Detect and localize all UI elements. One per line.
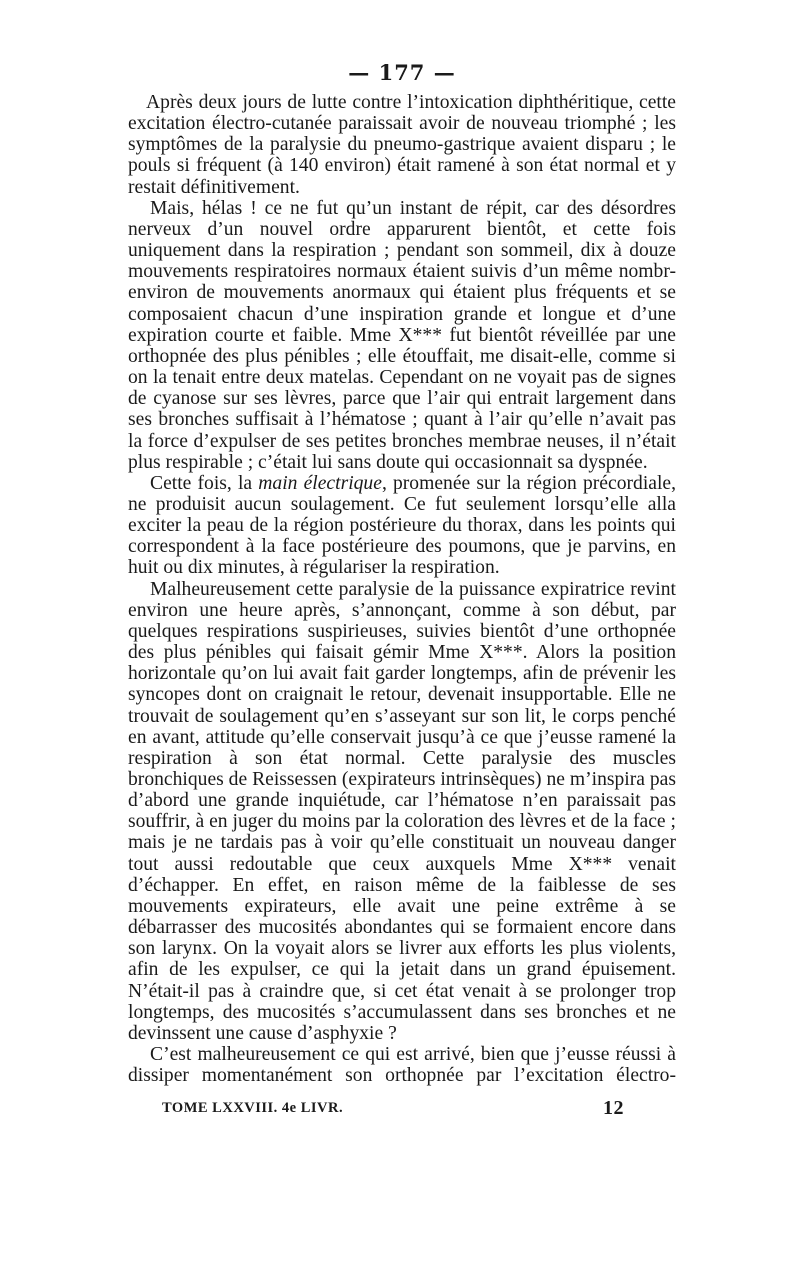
page-footer bbox=[162, 1098, 624, 1120]
paragraph-2: Mais, hélas ! ce ne fut qu’un instant de répit, car des désordres nerveux d’un nouvel ordre apparurent bientôt, et cette fois uniquement dans la respiration ; pendant son sommeil, dix à douze mouvements respiratoires normaux étaient suivis d’un même nombr-environ de mouvements anormaux qui étaient plus fréquents et se composaient chacun d’une inspiration grande et longue et d’une expiration courte et faible. Mme X*** fut bientôt réveillée par une orthopnée des plus pénibles ; elle étouffait, me disait-elle, comme si on la tenait entre deux matelas. Cependant on ne voyait pas de signes de cyanose sur ses lèvres, parce que l’air qui entrait largement dans ses bronches suffisait à l’hématose ; quant à l’air qu’elle n’avait pas la force d’expulser de ses petites bronches membrae neuses, il n’était plus respirable ; c’était lui sans doute qui occasionnait sa dyspnée. bbox=[128, 197, 676, 473]
footer-signature-mark: 12 bbox=[603, 1097, 624, 1119]
paragraph-3-emphasis: main électrique bbox=[258, 472, 382, 494]
book-page bbox=[128, 58, 676, 1086]
body-text bbox=[128, 92, 676, 1086]
paragraph-3-rest: , promenée sur la région précordiale, ne produisit aucun soulagement. Ce fut seulement lorsqu’elle alla exciter la peau de la région postérieure du thorax, dans les points qui correspondent à la face postérieure des poumons, que je parvins, en huit ou dix minutes, à régulariser la respiration. bbox=[128, 472, 676, 579]
paragraph-3 bbox=[128, 473, 676, 579]
paragraph-5: C’est malheureusement ce qui est arrivé, bien que j’eusse réussi à dissiper momentanément son orthopnée par l’excitation électro- bbox=[128, 1044, 676, 1087]
page-number: — 177 — bbox=[348, 60, 456, 85]
paragraph-4: Malheureusement cette paralysie de la puissance expiratrice revint environ une heure après, s’annonçant, comme à son début, par quelques respirations suspirieuses, suivies bientôt d’une orthopnée des plus pénibles qui faisait gémir Mme X***. Alors la position horizontale qu’on lui avait fait garder longtemps, afin de prévenir les syncopes dont on craignait le retour, devenait insupportable. Elle ne trouvait de soulagement qu’en s’asseyant sur son lit, le corps penché en avant, attitude qu’elle conservait jusqu’à ce que j’eusse ramené la respiration à son état normal. Cette paralysie des muscles bronchiques de Reissessen (expirateurs intrinsèques) ne m’inspira pas d’abord une grande inquiétude, car l’hématose n’en paraissait pas souffrir, à en juger du moins par la coloration des lèvres et de la face ; mais je ne tardais pas à voir qu’elle constituait un nouveau danger tout aussi redoutable que ceux auxquels Mme X*** venait d’échapper. En effet, en raison même de la faiblesse de ses mouvements expirateurs, elle avait une peine extrême à se débarrasser des mucosités abondantes qui se formaient encore dans son larynx. On la voyait alors se livrer aux efforts les plus violents, afin de les expulser, ce qui la jetait dans un grand épuisement. N’était-il pas à craindre que, si cet état venait à se prolonger trop longtemps, des mucosités s’accumulassent dans ses bronches et ne devinssent une cause d’asphyxie ? bbox=[128, 578, 676, 1044]
paragraph-1: Après deux jours de lutte contre l’intoxication diphthéritique, cette excitation électro-cutanée paraissait avoir de nouveau triomphé ; les symptômes de la paralysie du pneumo-gastrique avaient disparu ; le pouls si fréquent (à 140 environ) était ramené à son état normal et y restait définitivement. bbox=[128, 92, 676, 198]
paragraph-3-lead: Cette fois, la bbox=[150, 472, 259, 494]
footer-volume-info: TOME LXXVIII. 4e LIVR. bbox=[162, 1100, 344, 1116]
